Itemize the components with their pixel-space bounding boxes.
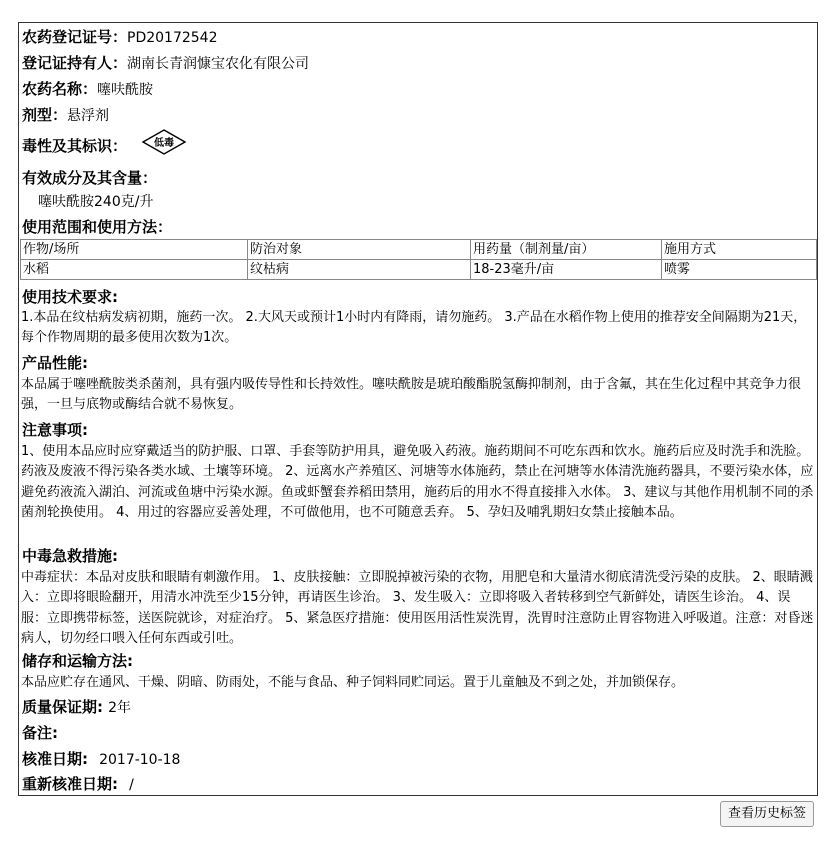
header-crop: 作物/场所: [21, 240, 248, 260]
toxicity-label: 毒性及其标识：: [22, 137, 128, 155]
ingredients-value: 噻呋酰胺240克/升: [38, 194, 154, 210]
precautions-heading: [22, 420, 88, 440]
low-toxicity-badge-icon: [142, 129, 186, 160]
reapproval-date-label: 重新核准日期:: [22, 775, 118, 793]
name-label: 农药名称：: [22, 80, 98, 98]
first-aid-label: 中毒急救措施:: [22, 547, 118, 565]
ingredients-value-row: [38, 191, 153, 212]
registration-value: PD20172542: [127, 30, 218, 46]
usage-table: [20, 239, 817, 280]
badge-text: 低毒: [154, 138, 175, 149]
toxicity-row: [22, 131, 186, 162]
performance-text: 本品属于噻唑酰胺类杀菌剂，具有强内吸传导性和长持效性。噻呋酰胺是琥珀酸酯脱氢酶抑制剂，由于含氟，其在生化过程中其竞争力很强，一旦与底物或酶结合就不易恢复。: [21, 377, 802, 413]
cell-crop: 水稻: [21, 260, 248, 280]
cell-dosage: 18-23毫升/亩: [471, 260, 662, 280]
precautions-label: 注意事项:: [22, 421, 88, 439]
cell-target: 纹枯病: [248, 260, 471, 280]
formulation-row: [22, 105, 109, 126]
technique-text: 1.本品在纹枯病发病初期，施药一次。 2.大风天或预计1小时内有降雨，请勿施药。 3.产品在水稻作物上使用的推荐安全间隔期为21天，每个作物周期的最多使用次数为1次。: [21, 310, 807, 346]
technique-heading: [22, 287, 118, 307]
header-dosage: 用药量（制剂量/亩）: [471, 240, 662, 260]
technique-label: 使用技术要求:: [22, 288, 118, 306]
remarks-label: 备注:: [22, 724, 58, 742]
performance-heading: [22, 353, 88, 373]
storage-label: 储存和运输方法:: [22, 652, 133, 670]
precautions-text: 1、使用本品应时应穿戴适当的防护服、口罩、手套等防护用具，避免吸入药液。施药期间不可吃东西和饮水。施药后应及时洗手和洗脸。药液及废液不得污染各类水域、土壤等环境。 2、远离水产养殖区、河塘等水体施药，禁止在河塘等水体清洗施药器具，不要污染水体，应避免药液流入湖泊、河流或鱼塘中污染水源。鱼或虾蟹套养稻田禁用，施药后的用水不得直接排入水体。 3、建议与其他作用机制不同的杀菌剂轮换使用。 4、用过的容器应妥善处理，不可做他用，也不可随意丢弃。 5、孕妇及哺乳期妇女禁止接触本品。: [21, 444, 814, 521]
approval-date-row: [22, 749, 180, 770]
label-document: [18, 22, 818, 796]
storage-heading: [22, 651, 133, 671]
name-value: 噻呋酰胺: [97, 82, 154, 98]
warranty-value: 2年: [108, 700, 132, 716]
cell-method: 喷雾: [662, 260, 817, 280]
reapproval-date-row: [22, 774, 134, 795]
ingredients-heading: [22, 168, 157, 188]
usage-header-row: [21, 240, 817, 260]
usage-label: 使用范围和使用方法：: [22, 218, 173, 236]
first-aid-heading: [22, 546, 118, 566]
header-target: 防治对象: [248, 240, 471, 260]
usage-heading: [22, 217, 172, 237]
registration-row: [22, 27, 218, 48]
holder-value: 湖南长青润慷宝农化有限公司: [127, 56, 310, 72]
approval-date-value: 2017-10-18: [99, 752, 181, 768]
warranty-row: [22, 697, 131, 718]
registration-label: 农药登记证号：: [22, 28, 128, 46]
holder-row: [22, 53, 309, 74]
table-row: [21, 260, 817, 280]
first-aid-text: 中毒症状：本品对皮肤和眼睛有刺激作用。 1、皮肤接触：立即脱掉被污染的衣物，用肥皂和大量清水彻底清洗受污染的皮肤。 2、眼睛溅入：立即将眼睑翻开，用清水冲洗至少15分钟，再请医生诊治。 3、发生吸入：立即将吸入者转移到空气新鲜处，请医生诊治。 4、误服：立即携带标签，送医院就诊，对症治疗。 5、紧急医疗措施：使用医用活性炭洗胃，洗胃时注意防止胃容物进入呼吸道。注意：对昏迷病人，切勿经口喂入任何东西或引吐。: [21, 570, 814, 647]
performance-label: 产品性能:: [22, 354, 88, 372]
storage-text: 本品应贮存在通风、干燥、阴暗、防雨处，不能与食品、种子饲料同贮同运。置于儿童触及不到之处，并加锁保存。: [21, 675, 685, 690]
holder-label: 登记证持有人：: [22, 54, 128, 72]
warranty-label: 质量保证期:: [22, 698, 103, 716]
reapproval-date-value: /: [129, 777, 134, 793]
name-row: [22, 79, 153, 100]
approval-date-label: 核准日期:: [22, 750, 88, 768]
formulation-label: 剂型：: [22, 106, 68, 124]
header-method: 施用方式: [662, 240, 817, 260]
ingredients-label: 有效成分及其含量：: [22, 169, 158, 187]
view-history-label-button[interactable]: 查看历史标签: [720, 801, 814, 827]
formulation-value: 悬浮剂: [67, 108, 110, 124]
remarks-row: [22, 723, 58, 744]
